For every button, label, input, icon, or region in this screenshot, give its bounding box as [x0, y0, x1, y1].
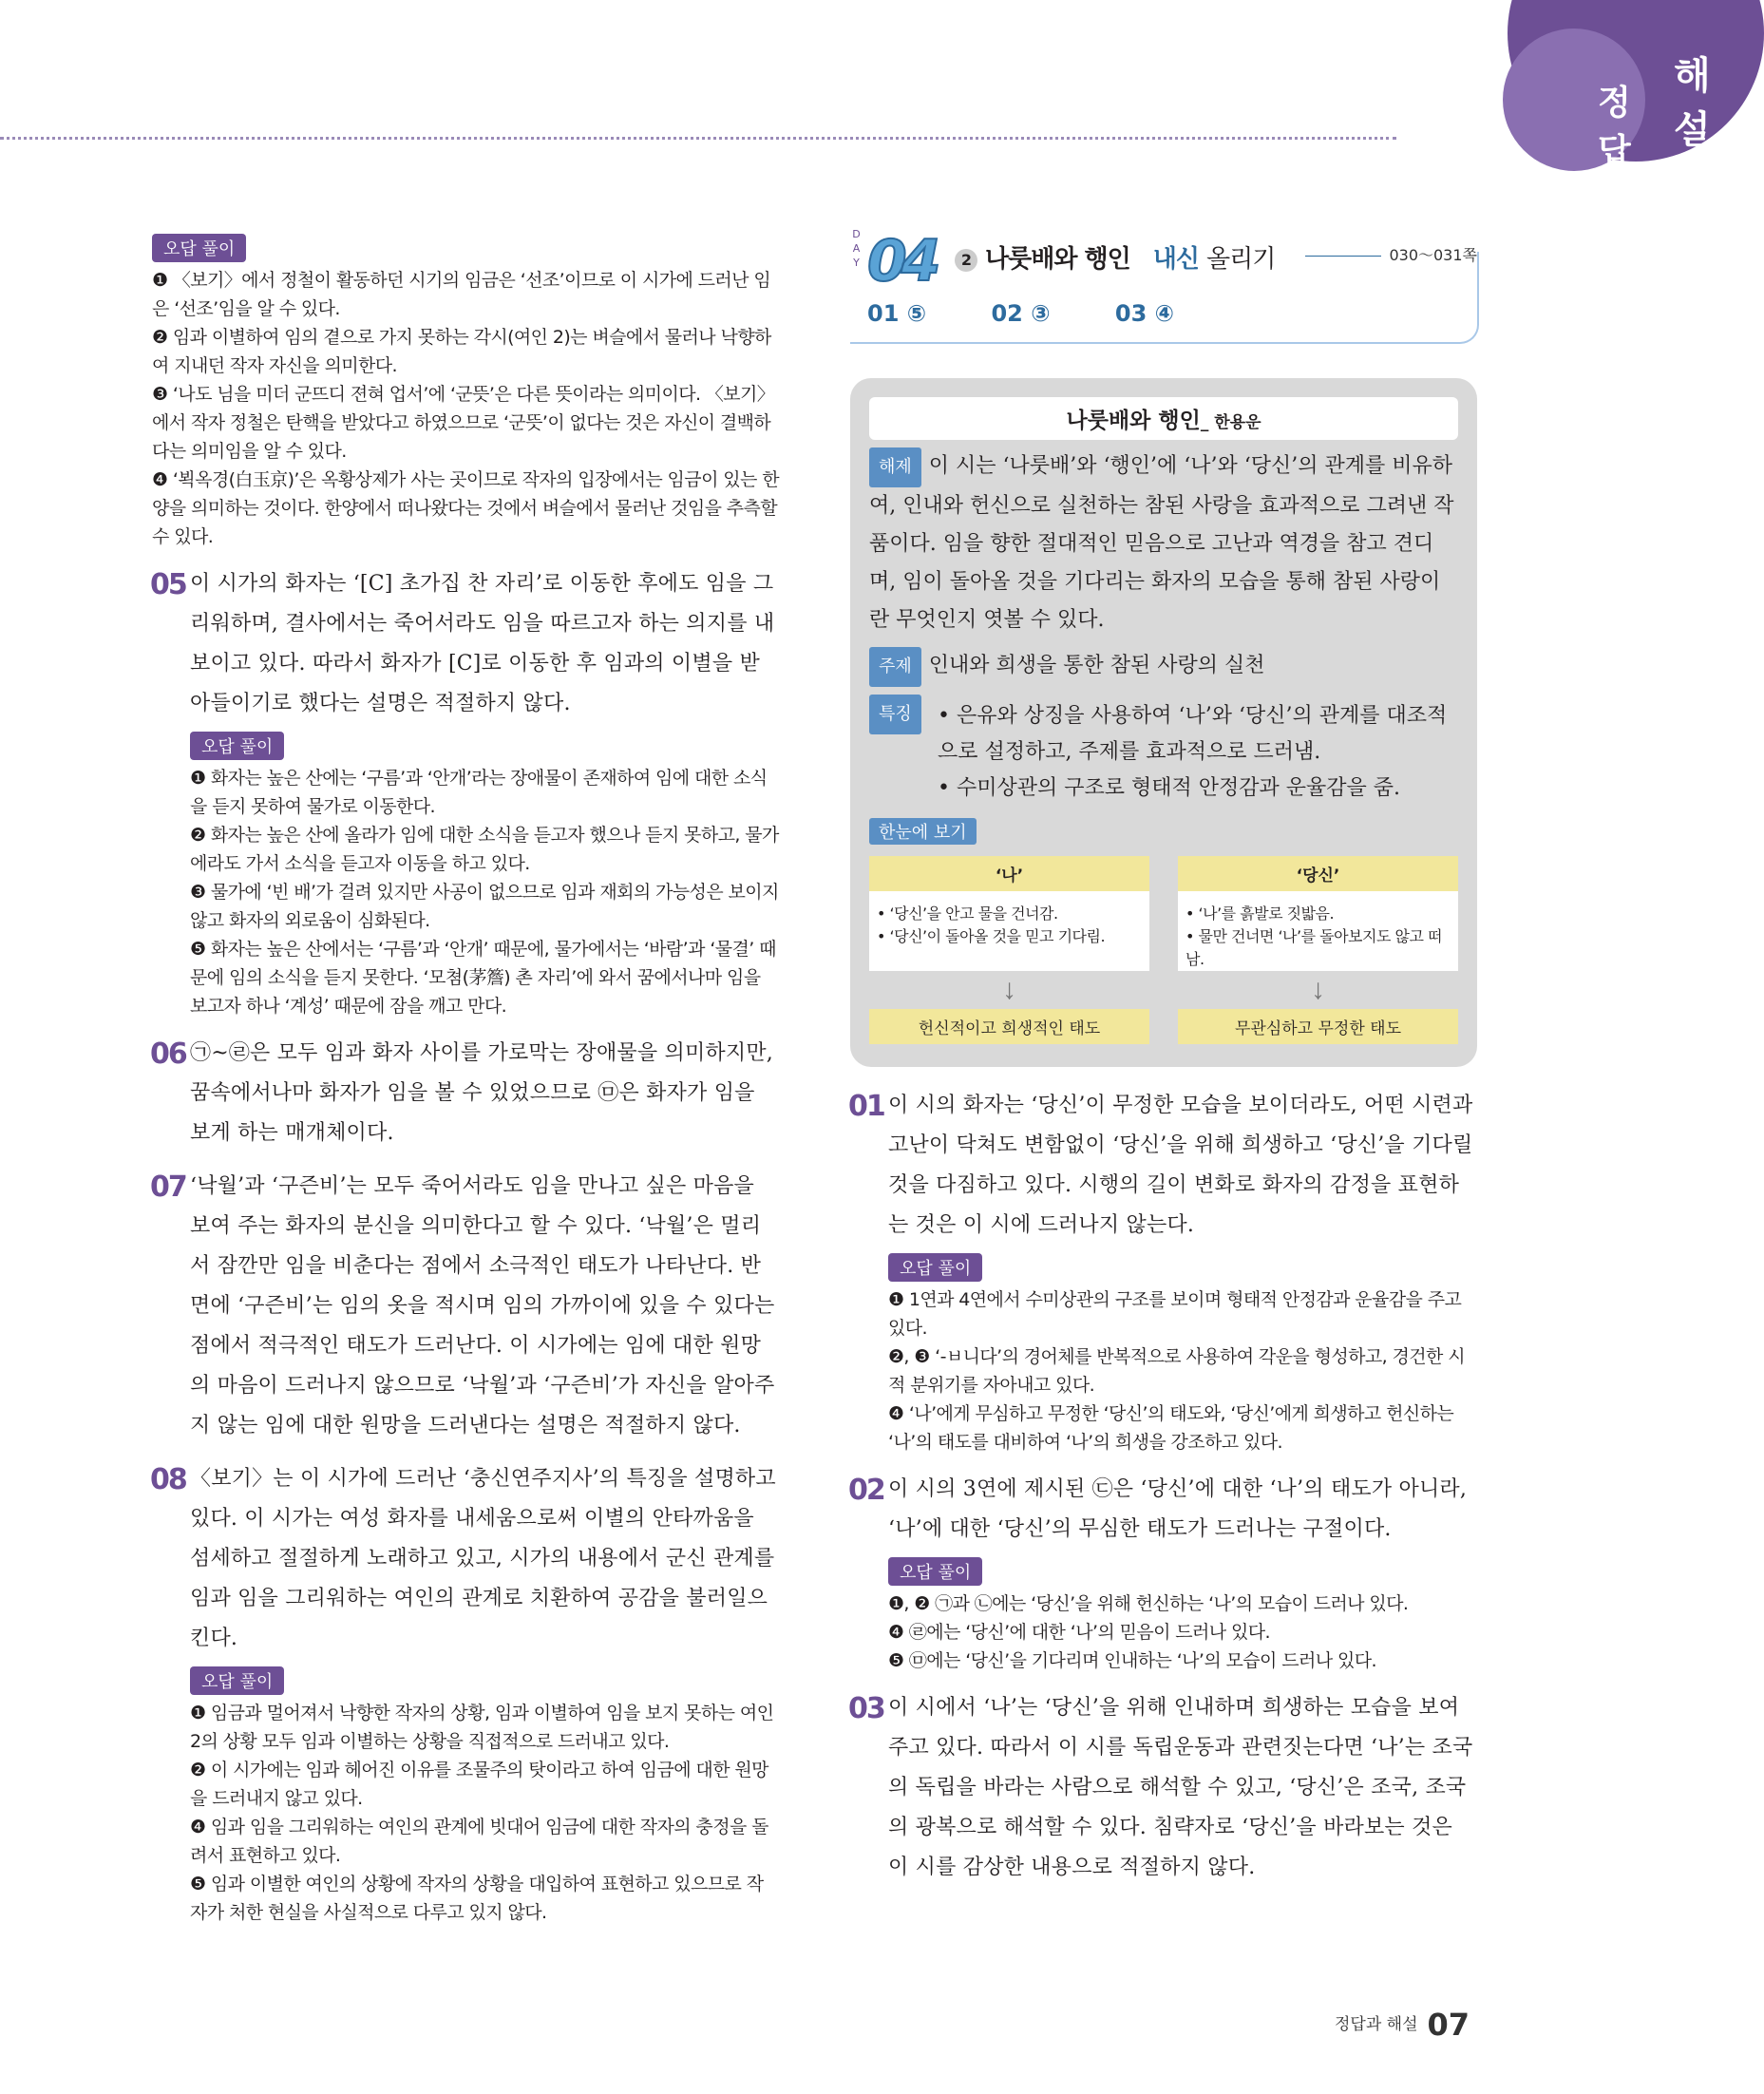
note-item: ❷ 임과 이별하여 임의 곁으로 가지 못하는 각시(여인 2)는 벼슬에서 물러나 낙향하여 지내던 작자 자신을 의미한다.: [152, 327, 771, 376]
note-item: ❶, ❷ ㉠과 ㉡에는 ‘당신’을 위해 헌신하는 ‘나’의 모습이 드러나 있다.: [888, 1593, 1409, 1614]
down-arrow-icon: ↓: [1002, 974, 1016, 1005]
question-number: 05: [150, 568, 186, 601]
day-label: DAY: [850, 228, 863, 271]
feature-item: • 은유와 상징을 사용하여 ‘나’와 ‘당신’의 관계를 대조적으로 설정하고, 주제를 효과적으로 드러냄.: [938, 704, 1448, 764]
lesson-keyword: 내신: [1152, 245, 1199, 274]
feature-label: 특징: [869, 695, 921, 734]
feature-section: [869, 695, 1458, 807]
note-item: ❶ 화자는 높은 산에는 ‘구름’과 ‘안개’라는 장애물이 존재하여 임에 대한 소식을 듣지 못하여 물가로 이동한다.: [190, 768, 768, 817]
corner-label-explanation: 해설: [1674, 54, 1711, 152]
wrong-answer-badge: 오답 풀이: [190, 732, 284, 760]
wrong-answer-badge: 오답 풀이: [888, 1557, 982, 1586]
note-item: ❶ 1연과 4연에서 수미상관의 구조를 보이며 형태적 안정감과 운율감을 주고 있다.: [888, 1289, 1462, 1339]
day-header: [850, 228, 1477, 352]
poem-title: 나룻배와 행인: [1066, 409, 1201, 433]
question-explanation: 이 시에서 ‘나’는 ‘당신’을 위해 인내하며 희생하는 모습을 보여주고 있다. 따라서 이 시를 독립운동과 관련짓는다면 ‘나’는 조국의 독립을 바라는 사람으로 해석할 수 있고, ‘당신’은 조국, 조국의 광복으로 해석할 수 있다. 침략자로 ‘당신’을 바라보는 것은 이 시를 감상한 내용으로 적절하지 않다.: [888, 1696, 1473, 1879]
card-title: [869, 397, 1458, 440]
feature-item: • 수미상관의 구조로 형태적 안정감과 운율감을 줌.: [938, 776, 1400, 800]
question-explanation: 이 시의 3연에 제시된 ㉢은 ‘당신’에 대한 ‘나’의 태도가 아니라, ‘나’에 대한 ‘당신’의 무심한 태도가 드러나는 구절이다.: [888, 1477, 1468, 1541]
note-04: [152, 228, 779, 551]
page-number: 07: [1427, 2007, 1470, 2043]
question-explanation: ㉠~㉣은 모두 임과 화자 사이를 가로막는 장애물을 의미하지만, 꿈속에서나마 화자가 임을 볼 수 있었으므로 ㉤은 화자가 임을 보게 하는 매개체이다.: [190, 1041, 773, 1145]
poem-author: _ 한용운: [1200, 413, 1261, 432]
note-item: ❺ ㉤에는 ‘당신’을 기다리며 인내하는 ‘나’의 모습이 드러나 있다.: [888, 1650, 1376, 1671]
glance-item: • ‘나’를 흙발로 짓밟음.: [1185, 904, 1335, 923]
right-column: [850, 228, 1477, 1888]
theme-section: [869, 647, 1458, 687]
glance-result: 헌신적이고 희생적인 태도: [869, 1009, 1149, 1044]
glance-box-na: [869, 856, 1149, 1044]
glance-item: • 물만 건너면 ‘나’를 돌아보지도 않고 떠남.: [1185, 927, 1442, 968]
lesson-keyword-rest: 올리기: [1206, 245, 1276, 274]
answer-item: 01 ⑤: [867, 300, 927, 327]
glance-head: ‘나’: [869, 856, 1149, 891]
note-item: ❺ 임과 이별한 여인의 상황에 작자의 상황을 대입하여 표현하고 있으므로 작자가 처한 현실을 사실적으로 다루고 있지 않다.: [190, 1874, 764, 1923]
note-item: ❶ 임금과 멀어져서 낙향한 작자의 상황, 임과 이별하여 임을 보지 못하는 여인 2의 상황 모두 임과 이별하는 상황을 직접적으로 드러내고 있다.: [190, 1703, 774, 1752]
note-item: ❹ ‘나’에게 무심하고 무정한 ‘당신’의 태도와, ‘당신’에게 희생하고 헌신하는 ‘나’의 태도를 대비하여 ‘나’의 희생을 강조하고 있다.: [888, 1403, 1454, 1453]
header-dotted-rule: [0, 137, 1396, 140]
glance-head: ‘당신’: [1178, 856, 1458, 891]
note-item: ❶ 〈보기〉에서 정철이 활동하던 시기의 임금은 ‘선조’이므로 이 시가에 드러난 임은 ‘선조’임을 알 수 있다.: [152, 270, 771, 319]
question-08: [152, 1459, 779, 1927]
lesson-title: [955, 239, 1275, 275]
glance-label: 한눈에 보기: [869, 818, 977, 845]
note-item: ❸ ‘나도 님을 미더 군뜨디 젼혀 업서’에 ‘군뜻’은 다른 뜻이라는 의미이다. 〈보기〉에서 작자 정철은 탄핵을 받았다고 하였으므로 ‘군뜻’이 없다는 것은 자신이 결백하다는 의미임을 알 수 있다.: [152, 384, 775, 462]
question-explanation: ‘낙월’과 ‘구즌비’는 모두 죽어서라도 임을 만나고 싶은 마음을 보여 주는 화자의 분신을 의미한다고 할 수 있다. ‘낙월’은 멀리서 잠깐만 임을 비춘다는 점에서 소극적인 태도가 나타난다. 반면에 ‘구즌비’는 임의 옷을 적시며 임의 가까이에 있을 수 있다는 점에서 적극적인 태도가 드러난다. 이 시가에는 임에 대한 원망의 마음이 드러나지 않으므로 ‘낙월’과 ‘구즌비’가 자신을 알아주지 않는 임에 대한 원망을 드러낸다는 설명은 적절하지 않다.: [190, 1174, 775, 1437]
haeje-text: 이 시는 ‘나룻배’와 ‘행인’에 ‘나’와 ‘당신’의 관계를 비유하여, 인내와 헌신으로 실천하는 참된 사랑을 효과적으로 그려낸 작품이다. 임을 향한 절대적인 믿음으로 고난과 역경을 참고 견디며, 임이 돌아올 것을 기다리는 화자의 모습을 통해 참된 사랑이란 무엇인지 엿볼 수 있다.: [869, 454, 1454, 632]
lesson-number: 2: [955, 249, 977, 272]
answer-item: 03 ④: [1114, 300, 1174, 327]
question-number: 02: [848, 1474, 884, 1507]
answer-key: [867, 300, 1231, 327]
glance-item: • ‘당신’이 돌아올 것을 믿고 기다림.: [877, 927, 1106, 945]
note-item: ❹ ‘뵉옥경(白玉京)’은 옥황상제가 사는 곳이므로 작자의 입장에서는 임금이 있는 한양을 의미하는 것이다. 한양에서 떠나왔다는 것에서 벼슬에서 물러난 것임을 추측할 수 있다.: [152, 469, 779, 547]
question-number: 06: [150, 1037, 186, 1071]
question-02: [850, 1470, 1477, 1675]
question-03: [850, 1688, 1477, 1888]
lesson-name: 나룻배와 행인: [985, 245, 1130, 274]
question-number: 01: [848, 1090, 884, 1123]
glance-result: 무관심하고 무정한 태도: [1178, 1009, 1458, 1044]
note-item: ❺ 화자는 높은 산에서는 ‘구름’과 ‘안개’ 때문에, 물가에서는 ‘바람’과 ‘물결’ 때문에 임의 소식을 듣지 못한다. ‘모쳠(茅簷) 촌 자리’에 와서 꿈에서나마 임을 보고자 하나 ‘계성’ 때문에 잠을 깨고 만다.: [190, 939, 776, 1017]
note-item: ❹ ㉣에는 ‘당신’에 대한 ‘나’의 믿음이 드러나 있다.: [888, 1622, 1270, 1643]
theme-text: 인내와 희생을 통한 참된 사랑의 실천: [928, 654, 1265, 677]
left-column: [152, 228, 779, 1927]
glance-item: • ‘당신’을 안고 물을 건너감.: [877, 904, 1058, 923]
day-number: 04: [867, 228, 936, 295]
note-item: ❷ 화자는 높은 산에 올라가 임에 대한 소식을 듣고자 했으나 듣지 못하고, 물가에라도 가서 소식을 듣고자 이동을 하고 있다.: [190, 825, 779, 874]
wrong-answer-badge: 오답 풀이: [888, 1253, 982, 1282]
question-06: [152, 1034, 779, 1153]
note-item: ❷ 이 시가에는 임과 헤어진 이유를 조물주의 탓이라고 하여 임금에 대한 원망을 드러내지 않고 있다.: [190, 1760, 768, 1809]
day-badge: [850, 228, 936, 295]
question-01: [850, 1086, 1477, 1456]
question-explanation: 〈보기〉는 이 시가에 드러난 ‘충신연주지사’의 특징을 설명하고 있다. 이 시가는 여성 화자를 내세움으로써 이별의 안타까움을 섬세하고 절절하게 노래하고 있고, 시가의 내용에서 군신 관계를 임과 임을 그리워하는 여인의 관계로 치환하여 공감을 불러일으킨다.: [190, 1467, 776, 1650]
footer-label: 정답과 해설: [1335, 2015, 1418, 2034]
poem-summary-card: [850, 378, 1477, 1067]
question-number: 03: [848, 1692, 884, 1725]
haeje-section: [869, 447, 1458, 639]
question-05: [152, 564, 779, 1020]
wrong-answer-badge: 오답 풀이: [152, 234, 246, 262]
corner-label-answers: 정답과: [1598, 84, 1630, 219]
wrong-answer-badge: 오답 풀이: [190, 1666, 284, 1695]
note-item: ❸ 물가에 ‘빈 배’가 걸려 있지만 사공이 없으므로 임과 재회의 가능성은 보이지 않고 화자의 외로움이 심화된다.: [190, 882, 779, 931]
haeje-label: 해제: [869, 447, 921, 487]
note-item: ❷, ❸ ‘-ㅂ니다’의 경어체를 반복적으로 사용하여 각운을 형성하고, 경건한 시적 분위기를 자아내고 있다.: [888, 1346, 1465, 1396]
question-explanation: 이 시가의 화자는 ‘[C] 초가집 찬 자리’로 이동한 후에도 임을 그리워하며, 결사에서는 죽어서라도 임을 따르고자 하는 의지를 내보이고 있다. 따라서 화자가 [C]로 이동한 후 임과의 이별을 받아들이기로 했다는 설명은 적절하지 않다.: [190, 572, 775, 715]
answer-item: 02 ③: [991, 300, 1051, 327]
glance-box-dangsin: [1178, 856, 1458, 1044]
question-explanation: 이 시의 화자는 ‘당신’이 무정한 모습을 보이더라도, 어떤 시련과 고난이 닥쳐도 변함없이 ‘당신’을 위해 희생하고 ‘당신’을 기다릴 것을 다짐하고 있다. 시행의 길이 변화로 화자의 감정을 표현하는 것은 이 시에 드러나지 않는다.: [888, 1094, 1473, 1237]
question-number: 08: [150, 1463, 186, 1496]
down-arrow-icon: ↓: [1311, 974, 1325, 1005]
theme-label: 주제: [869, 647, 921, 687]
note-item: ❹ 임과 임을 그리워하는 여인의 관계에 빗대어 임금에 대한 작자의 충정을 돌려서 표현하고 있다.: [190, 1817, 768, 1866]
glance-diagram: [869, 856, 1458, 1044]
question-07: [152, 1167, 779, 1446]
page-range: 030～031쪽: [1305, 243, 1477, 265]
question-number: 07: [150, 1171, 186, 1204]
page-footer: [1335, 2007, 1470, 2043]
section-corner-badge: [1360, 0, 1711, 219]
